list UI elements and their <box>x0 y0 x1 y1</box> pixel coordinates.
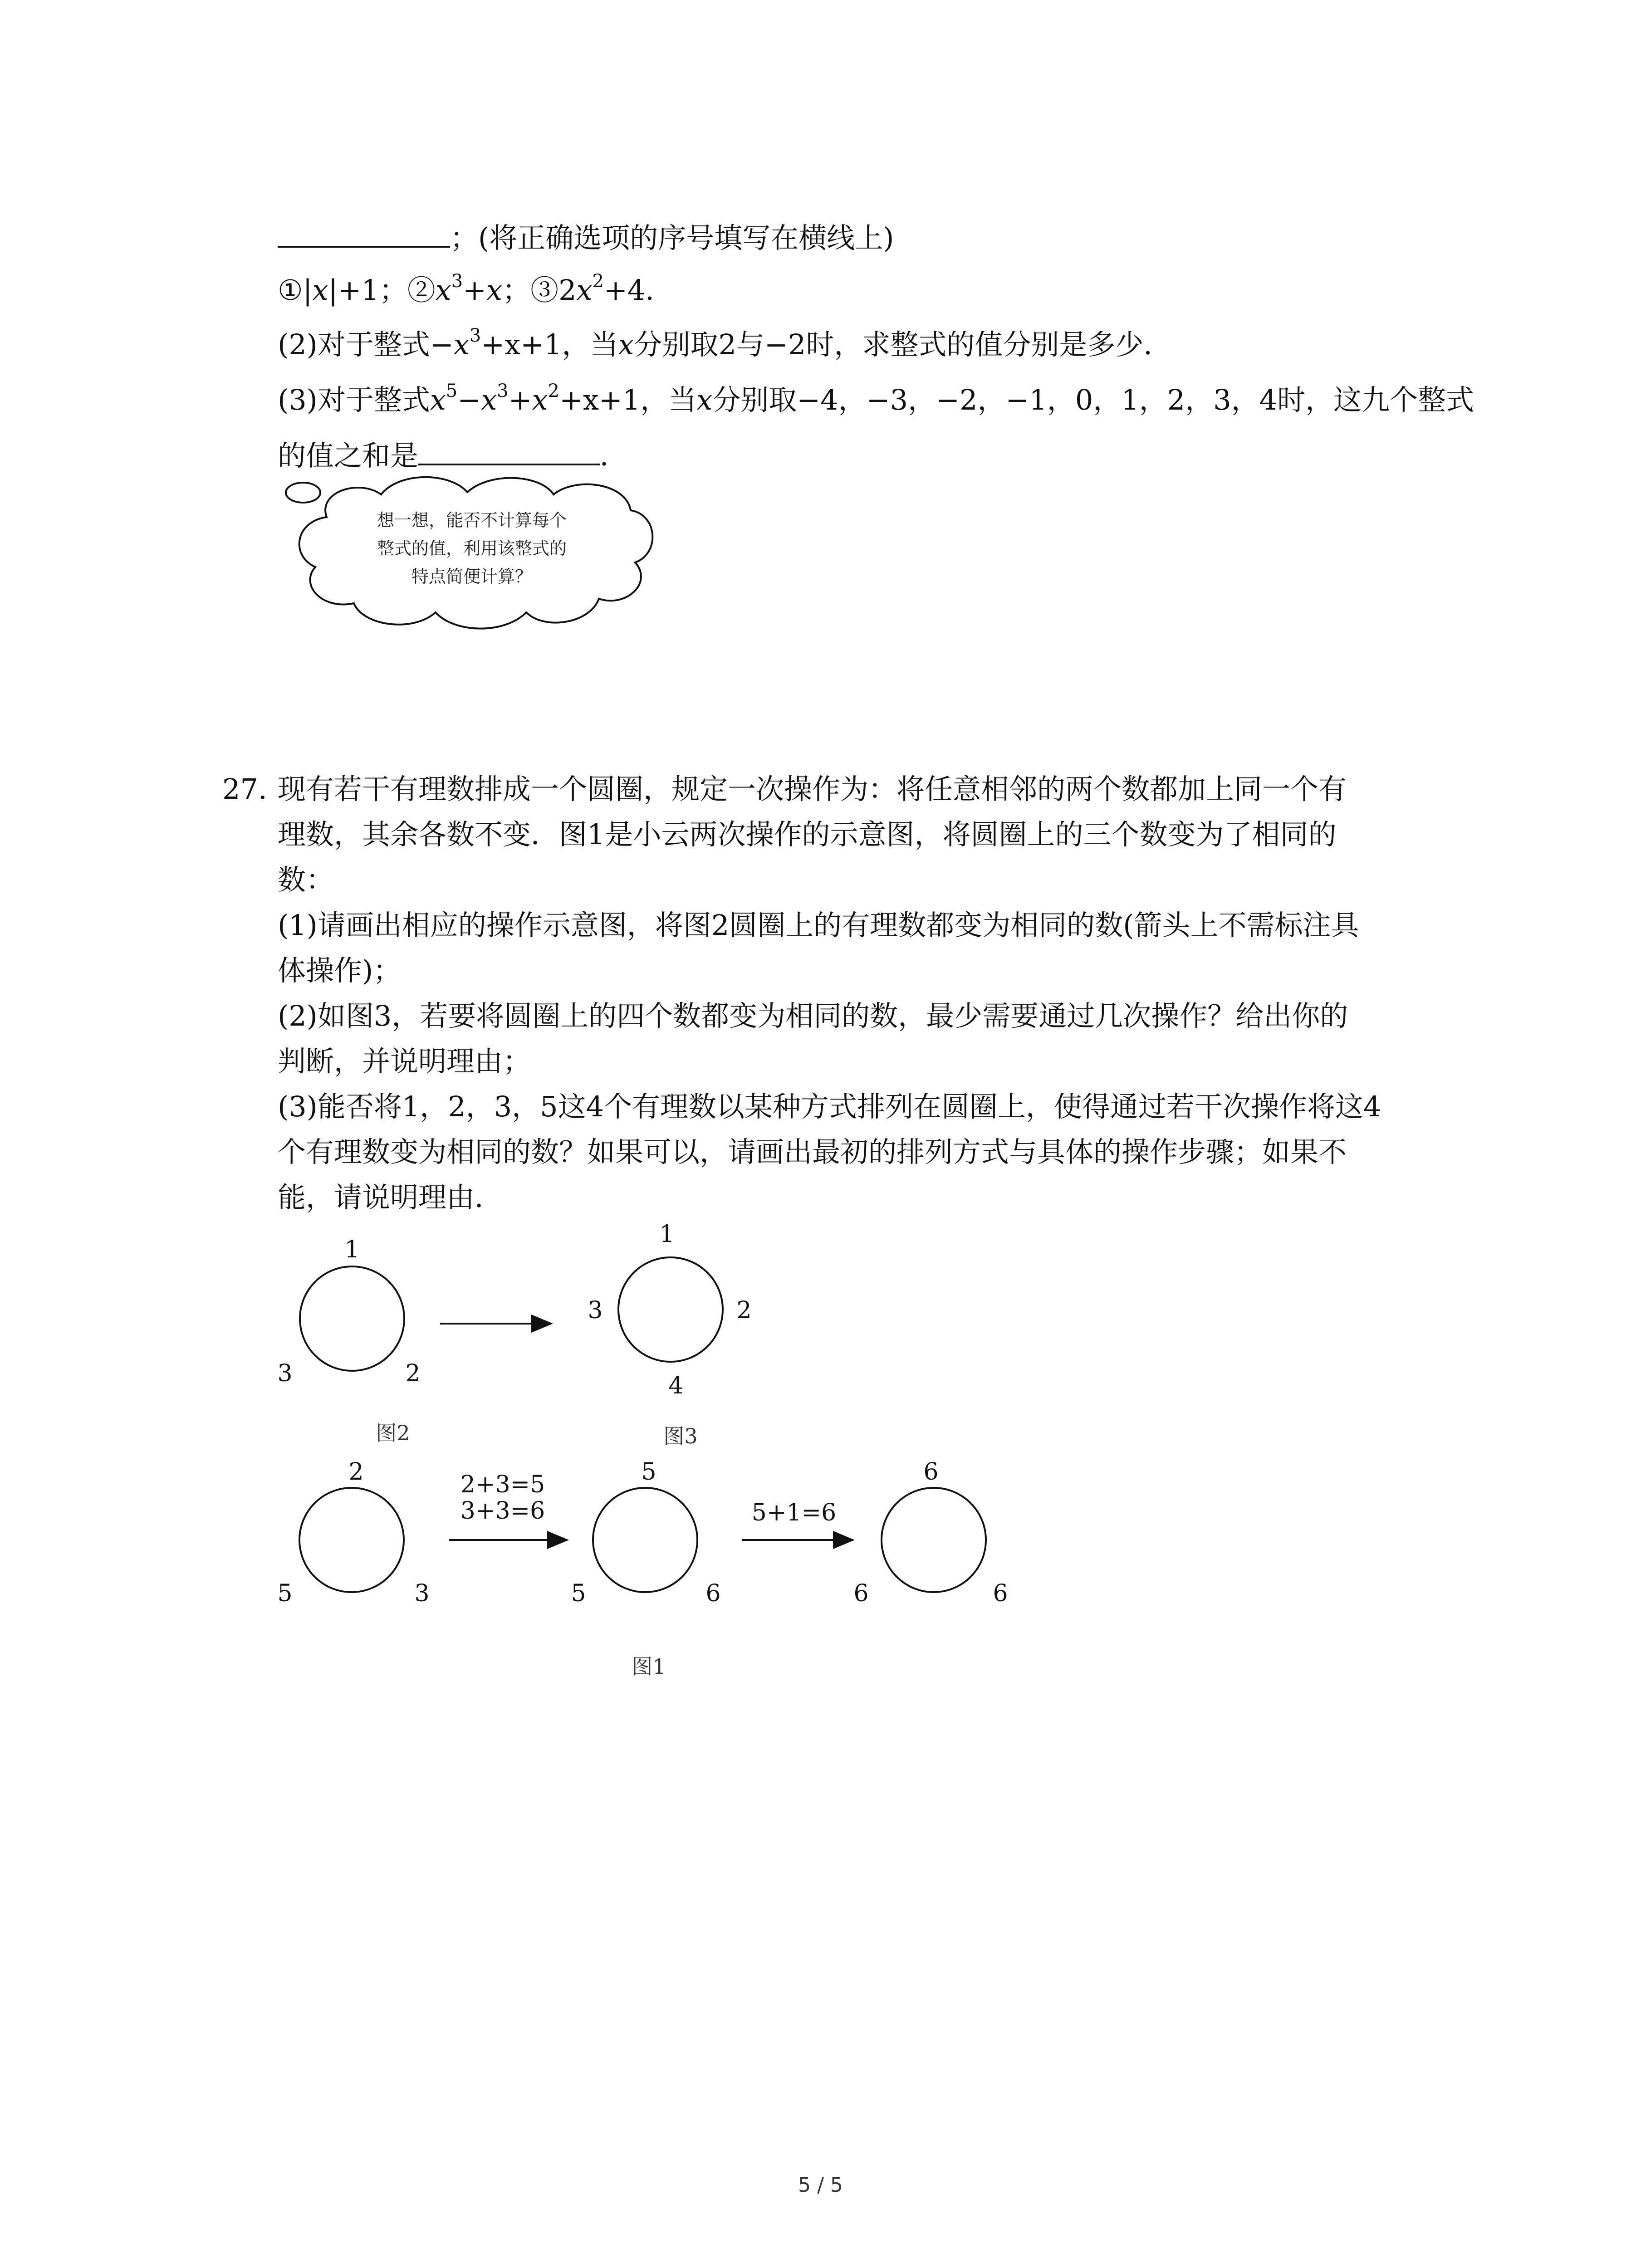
part2-prefix: (2)对于整式− <box>278 328 454 361</box>
figure3-left-number: 3 <box>588 1297 603 1324</box>
figure2-left-number: 3 <box>277 1360 293 1387</box>
figure1-circle-2 <box>593 1488 697 1592</box>
option-3-end: +4． <box>603 274 674 307</box>
figure1-c1-right: 3 <box>414 1580 430 1607</box>
figure-1 <box>277 1458 1008 1679</box>
figure1-c3-right: 6 <box>993 1580 1008 1607</box>
q27-line-9: 个有理数变为相同的数？如果可以，请画出最初的排列方式与具体的操作步骤；如果不 <box>278 1135 1347 1168</box>
part3-op1: − <box>457 383 481 416</box>
thought-cloud <box>286 477 652 629</box>
option-2-end: ；③2 <box>502 274 577 307</box>
page-number: 5 / 5 <box>798 2174 843 2197</box>
option-2-plus: + <box>463 274 487 307</box>
part3-line2-end: ． <box>600 439 628 472</box>
figure1-arrow1-step2: 3+3=6 <box>460 1497 545 1525</box>
figure1-arrow1-step1: 2+3=5 <box>460 1471 545 1498</box>
q27-number: 27. <box>222 772 267 806</box>
cloud-line-3: 特点简便计算？ <box>411 567 533 587</box>
option-3-var: x <box>576 274 593 307</box>
figure2-right-number: 2 <box>405 1360 421 1387</box>
q27-line-5: 体操作)； <box>278 954 402 987</box>
figure3-right-number: 2 <box>736 1297 752 1324</box>
part2-suffix: 分别取2与−2时，求整式的值分别是多少． <box>634 328 1172 361</box>
figure1-circle-3 <box>882 1488 986 1592</box>
part3-var4: x <box>696 383 713 416</box>
q27-line-2: 理数，其余各数不变．图1是小云两次操作的示意图，将圆圈上的三个数变为了相同的 <box>278 818 1337 851</box>
part2-var: x <box>453 328 470 361</box>
q26-instruction: ；(将正确选项的序号填写在横线上) <box>450 221 894 254</box>
figure-3 <box>588 1221 751 1448</box>
part3-prefix: (3)对于整式 <box>278 383 430 416</box>
option-2-var: x <box>435 274 451 307</box>
figure1-arrow2-step1: 5+1=6 <box>751 1499 837 1526</box>
cloud-line-2: 整式的值，利用该整式的 <box>377 538 567 558</box>
figure1-c3-left: 6 <box>853 1580 869 1607</box>
q27-line-10: 能，请说明理由． <box>278 1181 503 1214</box>
q27-line-6: (2)如图3，若要将圆圈上的四个数都变为相同的数，最少需要通过几次操作？给出你的 <box>278 999 1348 1032</box>
part3-exp2: 3 <box>497 381 509 402</box>
figure2-top-number: 1 <box>344 1236 360 1263</box>
q27-line-3: 数： <box>278 863 334 896</box>
part3-suffix: 分别取−4，−3，−2，−1，0，1，2，3，4时，这九个整式 <box>712 383 1474 416</box>
part3-var2: x <box>481 383 497 416</box>
figure2-caption: 图2 <box>376 1421 410 1445</box>
figure-2 <box>277 1236 420 1445</box>
figure3-caption: 图3 <box>663 1424 698 1448</box>
part2-mid: +x+1，当 <box>481 328 618 361</box>
figure1-c1-left: 5 <box>277 1580 293 1607</box>
option-1-suffix: |+1；② <box>328 274 436 307</box>
figure2-circle <box>300 1266 404 1371</box>
q27-line-8: (3)能否将1，2，3，5这4个有理数以某种方式排列在圆圈上，使得通过若干次操作将这4 <box>278 1090 1381 1123</box>
part2-exp: 3 <box>469 325 481 347</box>
figure3-top-number: 1 <box>659 1221 675 1248</box>
part2-var2: x <box>618 328 634 361</box>
figure1-c2-right: 6 <box>705 1580 721 1607</box>
q27-line-4: (1)请画出相应的操作示意图，将图2圆圈上的有理数都变为相同的数(箭头上不需标注具 <box>278 909 1359 942</box>
figure1-c1-top: 2 <box>348 1458 364 1486</box>
q27-line-7: 判断，并说明理由； <box>278 1045 531 1078</box>
figure1-c2-top: 5 <box>641 1458 656 1486</box>
figure1-c3-top: 6 <box>923 1458 939 1486</box>
part3-var3: x <box>532 383 548 416</box>
option-2-var2: x <box>486 274 503 307</box>
figure3-bottom-number: 4 <box>668 1372 684 1399</box>
figure1-circle-1 <box>299 1488 404 1592</box>
part3-op3: +x+1，当 <box>559 383 697 416</box>
option-3-exp: 2 <box>592 271 604 292</box>
figure1-caption: 图1 <box>632 1654 666 1679</box>
option-1-prefix: ①| <box>278 274 313 307</box>
cloud-bubble-small <box>286 483 320 503</box>
option-2-exp: 3 <box>451 271 463 292</box>
part3-exp1: 5 <box>446 381 458 402</box>
part3-op2: + <box>508 383 532 416</box>
part3-line2-prefix: 的值之和是 <box>278 439 419 472</box>
q27-line-1: 现有若干有理数排成一个圆圈，规定一次操作为：将任意相邻的两个数都加上同一个有 <box>278 772 1347 806</box>
part3-var1: x <box>430 383 446 416</box>
figure3-circle <box>618 1257 723 1362</box>
part3-exp3: 2 <box>548 381 559 402</box>
figure1-c2-left: 5 <box>571 1580 586 1607</box>
option-1-var: x <box>312 274 328 307</box>
cloud-line-1: 想一想，能否不计算每个 <box>377 510 567 530</box>
